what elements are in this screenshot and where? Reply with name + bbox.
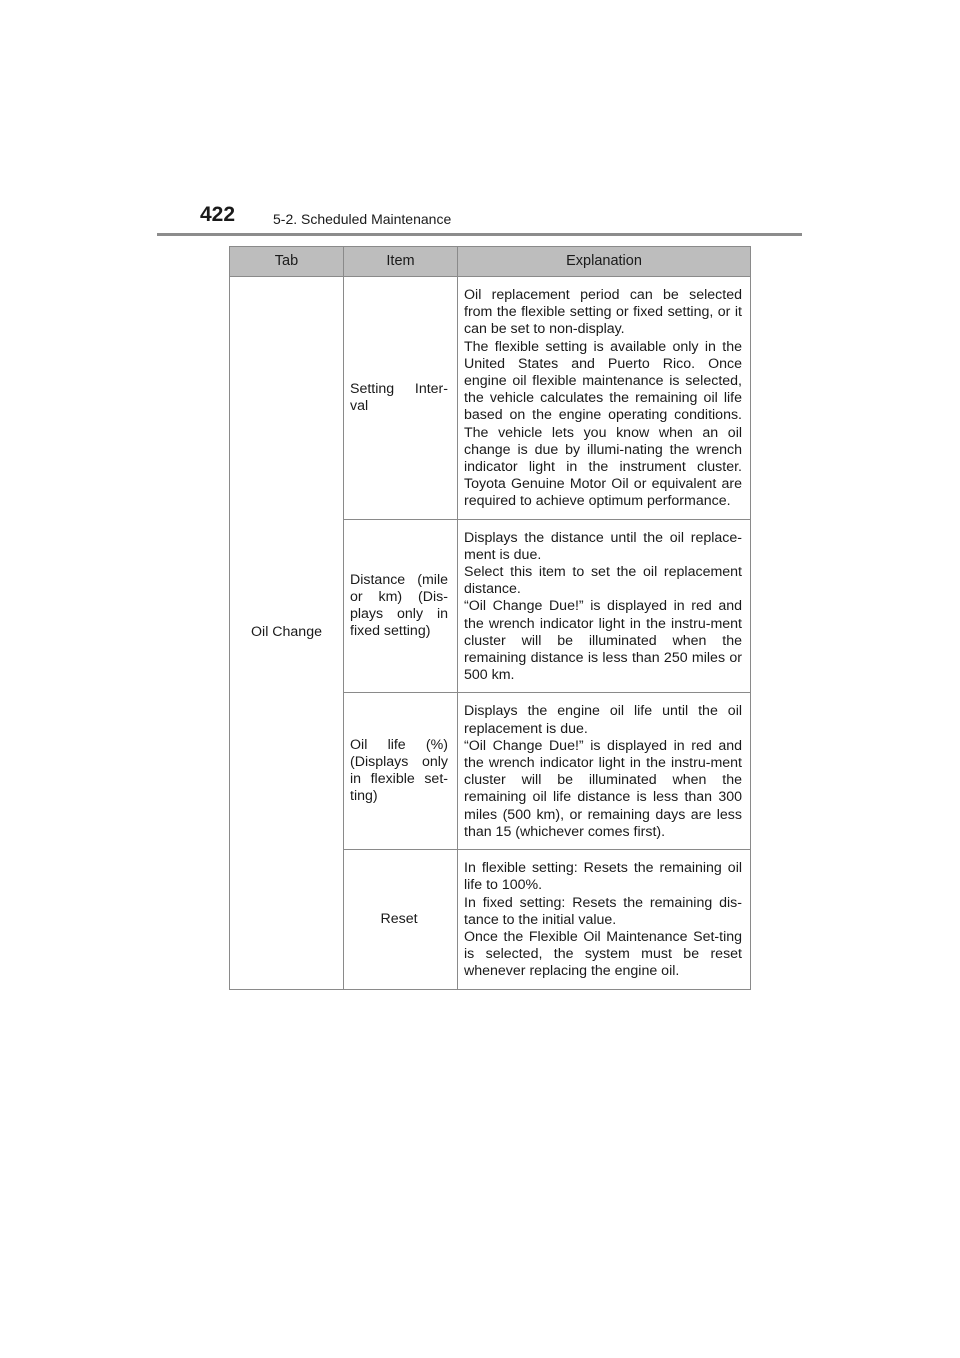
table-row bbox=[230, 277, 751, 520]
item-cell-reset: Reset bbox=[344, 850, 458, 989]
explanation-paragraph: In fixed setting: Resets the remaining dis-tance to the initial value. bbox=[464, 894, 742, 928]
column-header-item: Item bbox=[344, 247, 458, 277]
table-header-row bbox=[230, 247, 751, 277]
explanation-paragraph: “Oil Change Due!” is displayed in red and the wrench indicator light in the instru-ment cluster will be illuminated when the remaining distance is less than 250 miles or 500 km. bbox=[464, 598, 742, 684]
explanation-cell bbox=[458, 519, 751, 693]
header-divider bbox=[157, 233, 802, 236]
explanation-cell bbox=[458, 850, 751, 989]
explanation-paragraph: The flexible setting is available only in the United States and Puerto Rico. Once engine oil flexible maintenance is selected, the vehicle calculates the remaining oil life based on the engine operating conditions. The vehicle lets you know when an oil change is due by illumi-nating the wrench indicator light in the instrument cluster. Toyota Genuine Motor Oil or equivalent are required to achieve optimum performance. bbox=[464, 338, 742, 510]
explanation-paragraph: Once the Flexible Oil Maintenance Set-ting is selected, the system must be reset whenever replacing the engine oil. bbox=[464, 928, 742, 980]
explanation-paragraph: Select this item to set the oil replacement distance. bbox=[464, 564, 742, 598]
column-header-explanation: Explanation bbox=[458, 247, 751, 277]
item-cell-distance: Distance (mile or km) (Dis-plays only in fixed setting) bbox=[344, 519, 458, 693]
explanation-paragraph: “Oil Change Due!” is displayed in red and the wrench indicator light in the instru-ment cluster will be illuminated when the remaining oil life distance is less than 300 miles (500 km), or remaining days are less than 15 (whichever comes first). bbox=[464, 737, 742, 840]
explanation-cell bbox=[458, 277, 751, 520]
item-cell-oil-life: Oil life (%) (Displays only in flexible set-ting) bbox=[344, 693, 458, 850]
explanation-paragraph: Displays the engine oil life until the oil replacement is due. bbox=[464, 703, 742, 737]
explanation-paragraph: In flexible setting: Resets the remaining oil life to 100%. bbox=[464, 860, 742, 894]
column-header-tab: Tab bbox=[230, 247, 344, 277]
page-number: 422 bbox=[200, 203, 236, 226]
maintenance-settings-table bbox=[229, 246, 751, 990]
page-header bbox=[200, 203, 800, 233]
section-title: 5-2. Scheduled Maintenance bbox=[273, 211, 452, 227]
explanation-paragraph: Displays the distance until the oil replace-ment is due. bbox=[464, 529, 742, 563]
tab-cell-oil-change: Oil Change bbox=[230, 277, 344, 990]
explanation-paragraph: Oil replacement period can be selected from the flexible setting or fixed setting, or it can be set to non-display. bbox=[464, 287, 742, 338]
item-cell-setting-interval: Setting Inter-val bbox=[344, 277, 458, 520]
explanation-cell bbox=[458, 693, 751, 850]
